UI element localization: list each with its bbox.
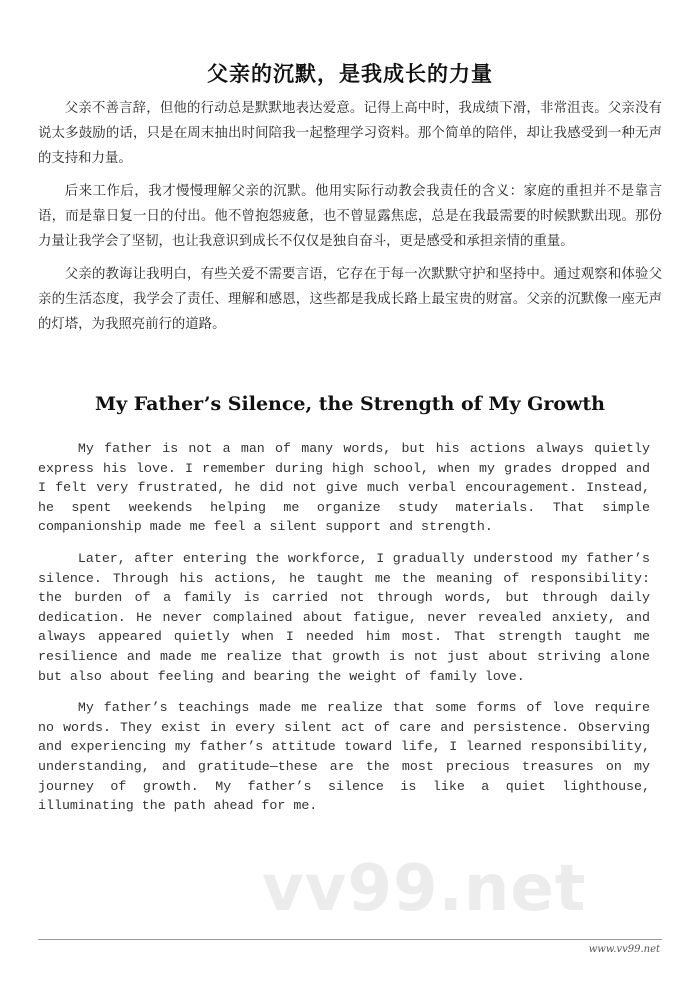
chinese-body [38, 96, 662, 345]
footer-divider [38, 939, 662, 940]
english-title: My Father’s Silence, the Strength of My Growth [95, 393, 605, 415]
english-paragraph: Later, after entering the workforce, I gradually understood my father’s silence. Through his actions, he taught me the meaning of responsibility: the burden of a family is carried not through words, but through daily dedication. He never complained about fatigue, never revealed anxiety, and always appeared quietly when I needed him most. That strength taught me resilience and made me realize that growth is not just about striving alone but also about feeling and bearing the weight of family love. [38, 550, 650, 684]
watermark: vv99.net [262, 852, 587, 926]
english-paragraph: My father is not a man of many words, but his actions always quietly express his love. I remember during high school, when my grades dropped and I felt very frustrated, he did not give much verbal encouragement. Instead, he spent weekends helping me organize study materials. That simple companionship made me feel a silent support and strength. [38, 441, 650, 535]
chinese-paragraph: 后来工作后，我才慢慢理解父亲的沉默。他用实际行动教会我责任的含义：家庭的重担并不是靠言语，而是靠日复一日的付出。他不曾抱怨疲惫，也不曾显露焦虑，总是在我最需要的时候默默出现。那份力量让我学会了坚韧，也让我意识到成长不仅仅是独自奋斗，更是感受和承担亲情的重量。 [38, 184, 662, 249]
chinese-paragraph: 父亲的教诲让我明白，有些关爱不需要言语，它存在于每一次默默守护和坚持中。通过观察和体验父亲的生活态度，我学会了责任、理解和感恩，这些都是我成长路上最宝贵的财富。父亲的沉默像一座无声的灯塔，为我照亮前行的道路。 [38, 267, 662, 332]
chinese-paragraph: 父亲不善言辞，但他的行动总是默默地表达爱意。记得上高中时，我成绩下滑，非常沮丧。父亲没有说太多鼓励的话，只是在周末抽出时间陪我一起整理学习资料。那个简单的陪伴，却让我感受到一种无声的支持和力量。 [38, 101, 662, 166]
footer-url: www.vv99.net [588, 944, 660, 955]
english-paragraph: My father’s teachings made me realize that some forms of love require no words. They exist in every silent act of care and persistence. Observing and experiencing my father’s attitude toward life, I learned responsibility, understanding, and gratitude—these are the most precious treasures on my journey of growth. My father’s silence is like a quiet lighthouse, illuminating the path ahead for me. [38, 700, 650, 814]
english-body [38, 439, 650, 828]
chinese-title: 父亲的沉默，是我成长的力量 [207, 62, 493, 86]
